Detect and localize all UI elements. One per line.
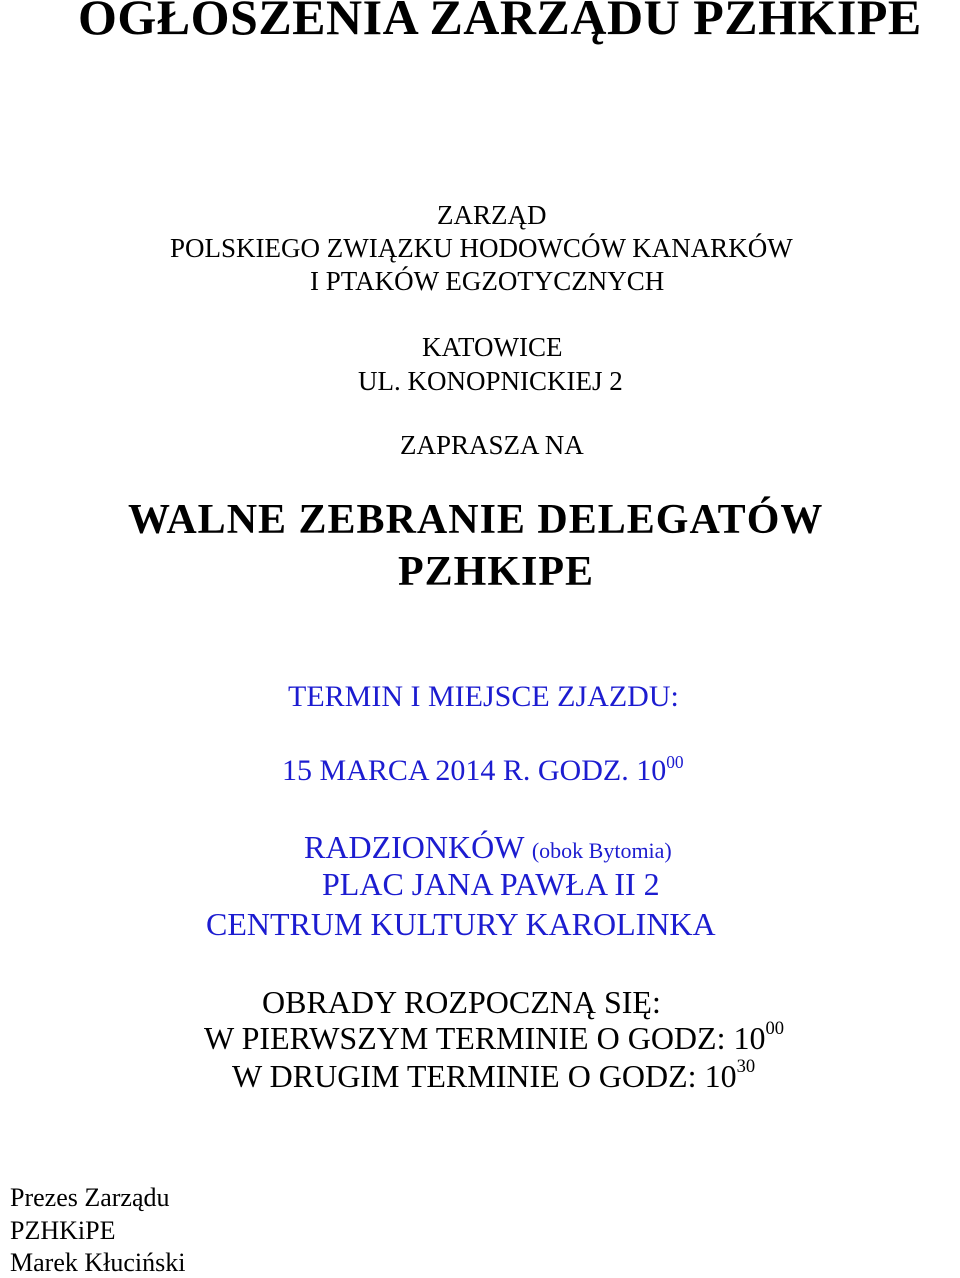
event-title-line1: WALNE ZEBRANIE DELEGATÓW	[128, 497, 824, 543]
signature-role: Prezes Zarządu	[10, 1183, 170, 1212]
first-term-text: W PIERWSZYM TERMINIE O GODZ: 10	[204, 1020, 766, 1056]
event-address: PLAC JANA PAWŁA II 2	[322, 866, 660, 902]
event-place-main: RADZIONKÓW	[304, 829, 524, 865]
notice-header-line3: I PTAKÓW EGZOTYCZNYCH	[310, 266, 665, 296]
event-date-sup: 00	[666, 752, 684, 772]
event-title-line2: PZHKIPE	[398, 549, 595, 595]
first-term	[204, 1020, 784, 1057]
event-venue: CENTRUM KULTURY KAROLINKA	[206, 906, 716, 942]
event-date-text: 15 MARCA 2014 R. GODZ. 10	[282, 754, 667, 787]
term-label: TERMIN I MIEJSCE ZJAZDU:	[288, 680, 679, 713]
second-term-text: W DRUGIM TERMINIE O GODZ: 10	[232, 1058, 737, 1094]
signature-org: PZHKiPE	[10, 1216, 116, 1245]
event-place	[304, 829, 672, 866]
notice-invite: ZAPRASZA NA	[400, 430, 584, 460]
signature-name: Marek Kłuciński	[10, 1248, 186, 1277]
sessions-label: OBRADY ROZPOCZNĄ SIĘ:	[262, 984, 661, 1020]
event-date	[282, 754, 684, 788]
first-term-sup: 00	[765, 1018, 785, 1039]
notice-street: UL. KONOPNICKIEJ 2	[358, 366, 623, 396]
notice-city: KATOWICE	[422, 332, 563, 362]
notice-header-line2: POLSKIEGO ZWIĄZKU HODOWCÓW KANARKÓW	[170, 233, 793, 263]
page-title: OGŁOSZENIA ZARZĄDU PZHKIPE	[78, 0, 922, 45]
notice-header-line1: ZARZĄD	[437, 200, 547, 230]
second-term-sup: 30	[736, 1056, 756, 1077]
second-term	[232, 1058, 755, 1095]
event-place-note: (obok Bytomia)	[531, 838, 672, 863]
